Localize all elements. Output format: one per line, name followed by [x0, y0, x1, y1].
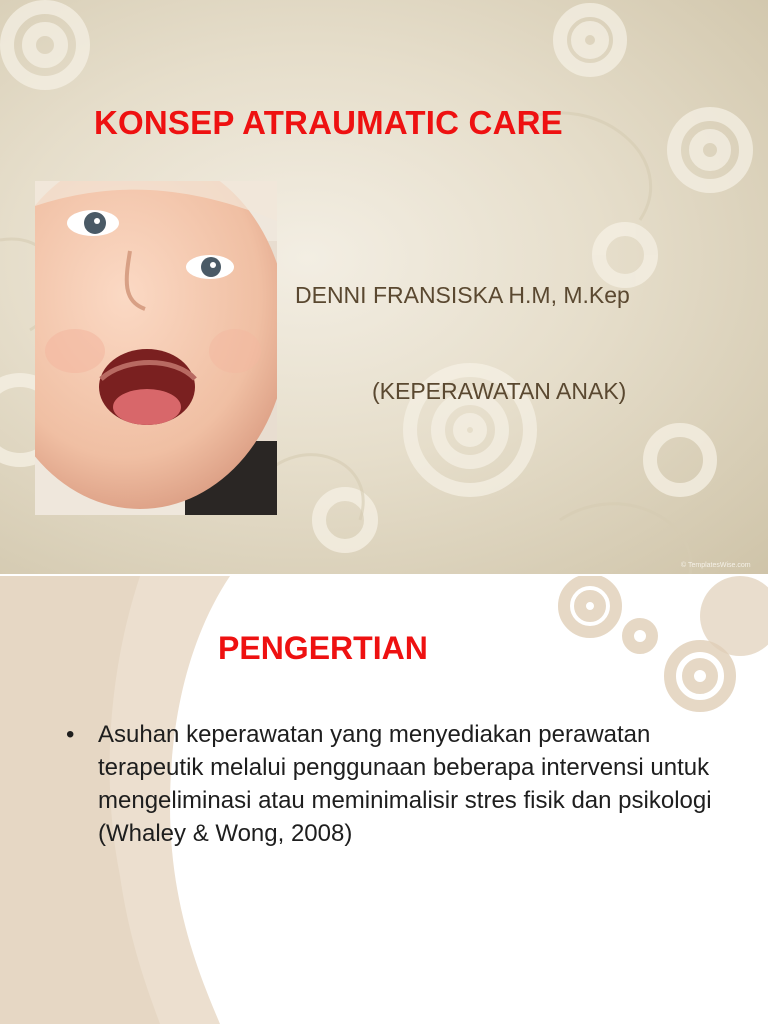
department-label: (KEPERAWATAN ANAK) [372, 378, 627, 404]
slide-title-heading: KONSEP ATRAUMATIC CARE [94, 104, 563, 141]
author-name: DENNI FRANSISKA H.M, M.Kep [295, 282, 630, 308]
section-heading: PENGERTIAN [218, 630, 428, 666]
slide-definition [0, 576, 768, 1024]
bullet-text: Asuhan keperawatan yang menyediakan perawatan terapeutik melalui penggunaan beberapa intervensi untuk mengeliminasi atau meminimalisir stres fisik dan psikologi (Whaley & Wong, 2008) [98, 721, 712, 847]
baby-photo [35, 181, 277, 515]
baby-face-icon [35, 181, 277, 515]
bullet-item [66, 718, 716, 850]
bullet-marker-icon: • [66, 721, 75, 748]
template-credit: © TemplatesWise.com [681, 562, 751, 569]
